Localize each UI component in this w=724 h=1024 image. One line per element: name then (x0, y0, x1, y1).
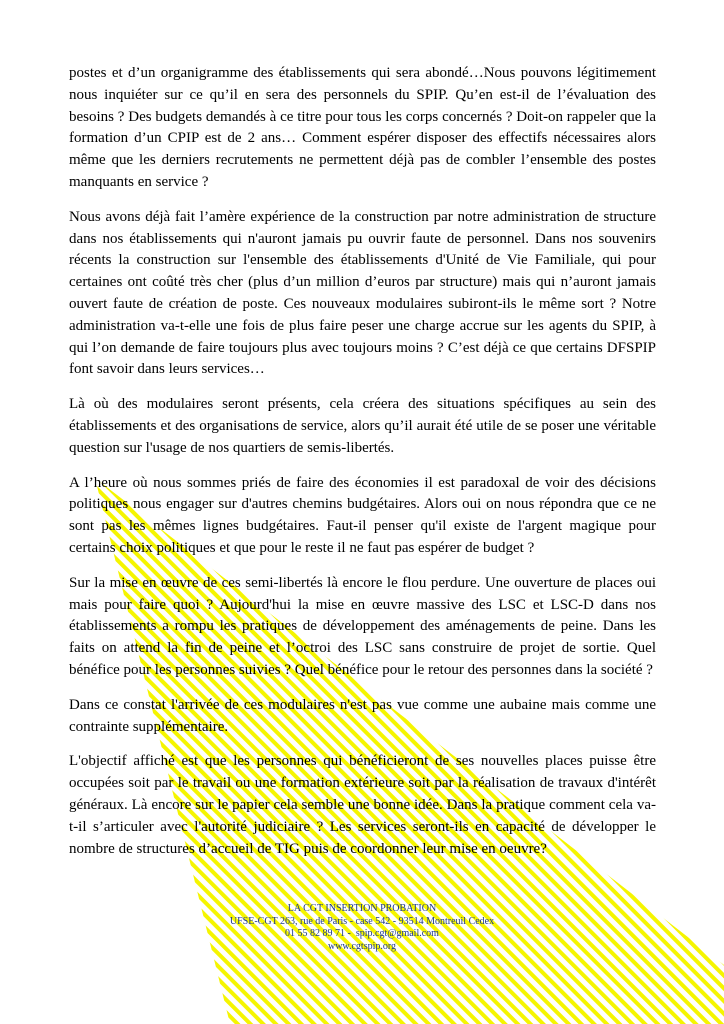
paragraph-6: Dans ce constat l'arrivée de ces modulaires n'est pas vue comme une aubaine mais comme une contrainte supplémentaire. (69, 696, 656, 735)
footer-contact: 01 55 82 89 71 - spip.cgt@gmail.com (285, 928, 439, 940)
paragraph-2: Nous avons déjà fait l’amère expérience de la construction par notre administration de structure dans nos établissements qui n'auront jamais pu ouvrir faute de personnel. Dans nos souvenirs récents la construction sur l'ensemble des établissements d'Unité de Vie Familiale, qui pour certaines ont coûté très cher (plus d’un million d’euros par structure) mais qui n’auront jamais ouvert faute de création de poste. Ces nouveaux modulaires subiront-ils le même sort ? Notre administration va-t-elle une fois de plus faire peser une charge accrue sur les agents du SPIP, à qui l’on demande de faire toujours plus avec toujours moins ? C’est déjà ce que certains DFSPIP font savoir dans leurs services… (69, 208, 656, 378)
page-footer (0, 903, 724, 953)
paragraph-4: A l’heure où nous sommes priés de faire des économies il est paradoxal de voir des décisions politiques nous engager sur d'autres chemins budgétaires. Alors oui on nous répondra que ce ne sont pas les mêmes lignes budgétaires. Faut-il penser qu'il existe de l'argent magique pour certains choix politiques et que pour le reste il ne faut pas espérer de budget ? (69, 474, 656, 556)
body-text (69, 63, 656, 873)
paragraph-1: postes et d’un organigramme des établissements qui sera abondé…Nous pouvons légitimement nous inquiéter sur ce qu’il en sera des personnels du SPIP. Qu’en est-il de l’évaluation des besoins ? Des budgets demandés à ce titre pour tous les corps concernés ? Doit-on rappeler que la formation d’un CPIP est de 2 ans… Comment espérer disposer des effectifs nécessaires alors même que les derniers recrutements ne permettent déjà pas de combler l’ensemble des postes manquants en service ? (69, 65, 656, 190)
paragraph-7: L'objectif affiché est que les personnes qui bénéficieront de ses nouvelles places puisse être occupées soit par le travail ou une formation extérieure soit par la réalisation de travaux d'intérêt généraux. Là encore sur le papier cela semble une bonne idée. Dans la pratique comment cela va-t-il s’articuler avec l'autorité judiciaire ? Les services seront-ils en capacité de développer le nombre de structures d’accueil de TIG puis de coordonner leur mise en oeuvre? (69, 753, 656, 857)
footer-website-link[interactable]: www.cgtspip.org (327, 940, 397, 952)
footer-organization: LA CGT INSERTION PROBATION (287, 903, 437, 914)
paragraph-5: Sur la mise en œuvre de ces semi-libertés là encore le flou perdure. Une ouverture de places oui mais pour faire quoi ? Aujourd'hui la mise en œuvre massive des LSC et LSC-D dans nos établissements a rompu les pratiques de développement des aménagements de peine. Dans les faits on attend la fin de peine et l’octroi des LSC sans construire de projet de sortie. Quel bénéfice pour les personnes suivies ? Quel bénéfice pour le retour des personnes dans la société ? (69, 574, 656, 678)
paragraph-3: Là où des modulaires seront présents, cela créera des situations spécifiques au sein des établissements et des organisations de service, alors qu’il aurait été utile de se poser une véritable question sur l'usage de nos quartiers de semis-libertés. (69, 396, 656, 456)
footer-address: UFSE-CGT 263, rue de Paris - case 542 - 93514 Montreuil Cedex (229, 915, 495, 927)
